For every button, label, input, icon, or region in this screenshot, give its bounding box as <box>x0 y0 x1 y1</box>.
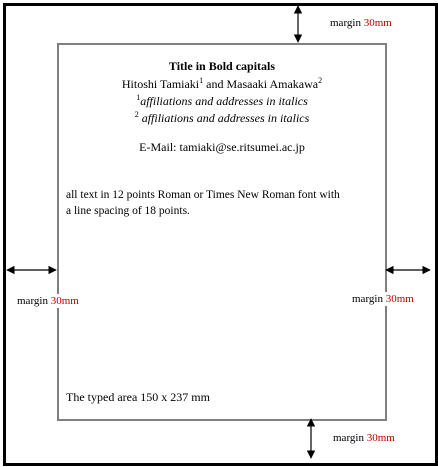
left-margin-label <box>14 294 82 308</box>
body-text-line-1: all text in 12 points Roman or Times New Roman font with <box>66 189 340 201</box>
typed-area-box <box>57 43 387 421</box>
affiliation-2-text: affiliations and addresses in italics <box>141 111 310 125</box>
author1-superscript: 1 <box>199 76 204 85</box>
email-text: E-Mail: tamiaki@se.ritsumei.ac.jp <box>139 140 305 154</box>
left-margin-word: margin <box>17 295 48 307</box>
right-margin-word: margin <box>352 293 383 305</box>
left-margin-value: 30mm <box>50 295 79 307</box>
author2-name: and Masaaki Amakawa <box>203 77 319 91</box>
affiliation-1 <box>59 93 385 109</box>
body-text-line-2: a line spacing of 18 points. <box>66 205 190 217</box>
top-margin-word: margin <box>330 17 361 29</box>
author2-superscript: 2 <box>318 76 323 85</box>
right-margin-label <box>349 292 417 306</box>
affiliation-1-superscript: 1 <box>136 93 141 102</box>
authors-line <box>59 76 385 92</box>
bottom-margin-value: 30mm <box>366 432 395 444</box>
author1-name: Hitoshi Tamiaki <box>121 77 200 91</box>
affiliation-1-text: affiliations and addresses in italics <box>140 94 308 108</box>
affiliation-2 <box>59 110 385 126</box>
right-margin-value: 30mm <box>385 293 414 305</box>
top-margin-value: 30mm <box>363 17 392 29</box>
bottom-margin-word: margin <box>333 432 364 444</box>
typed-area-label: The typed area 150 x 237 mm <box>66 390 210 404</box>
top-margin-label <box>327 16 395 30</box>
title-text: Title in Bold capitals <box>168 59 276 73</box>
affiliation-2-superscript: 2 <box>134 110 139 119</box>
bottom-margin-label <box>330 431 398 445</box>
